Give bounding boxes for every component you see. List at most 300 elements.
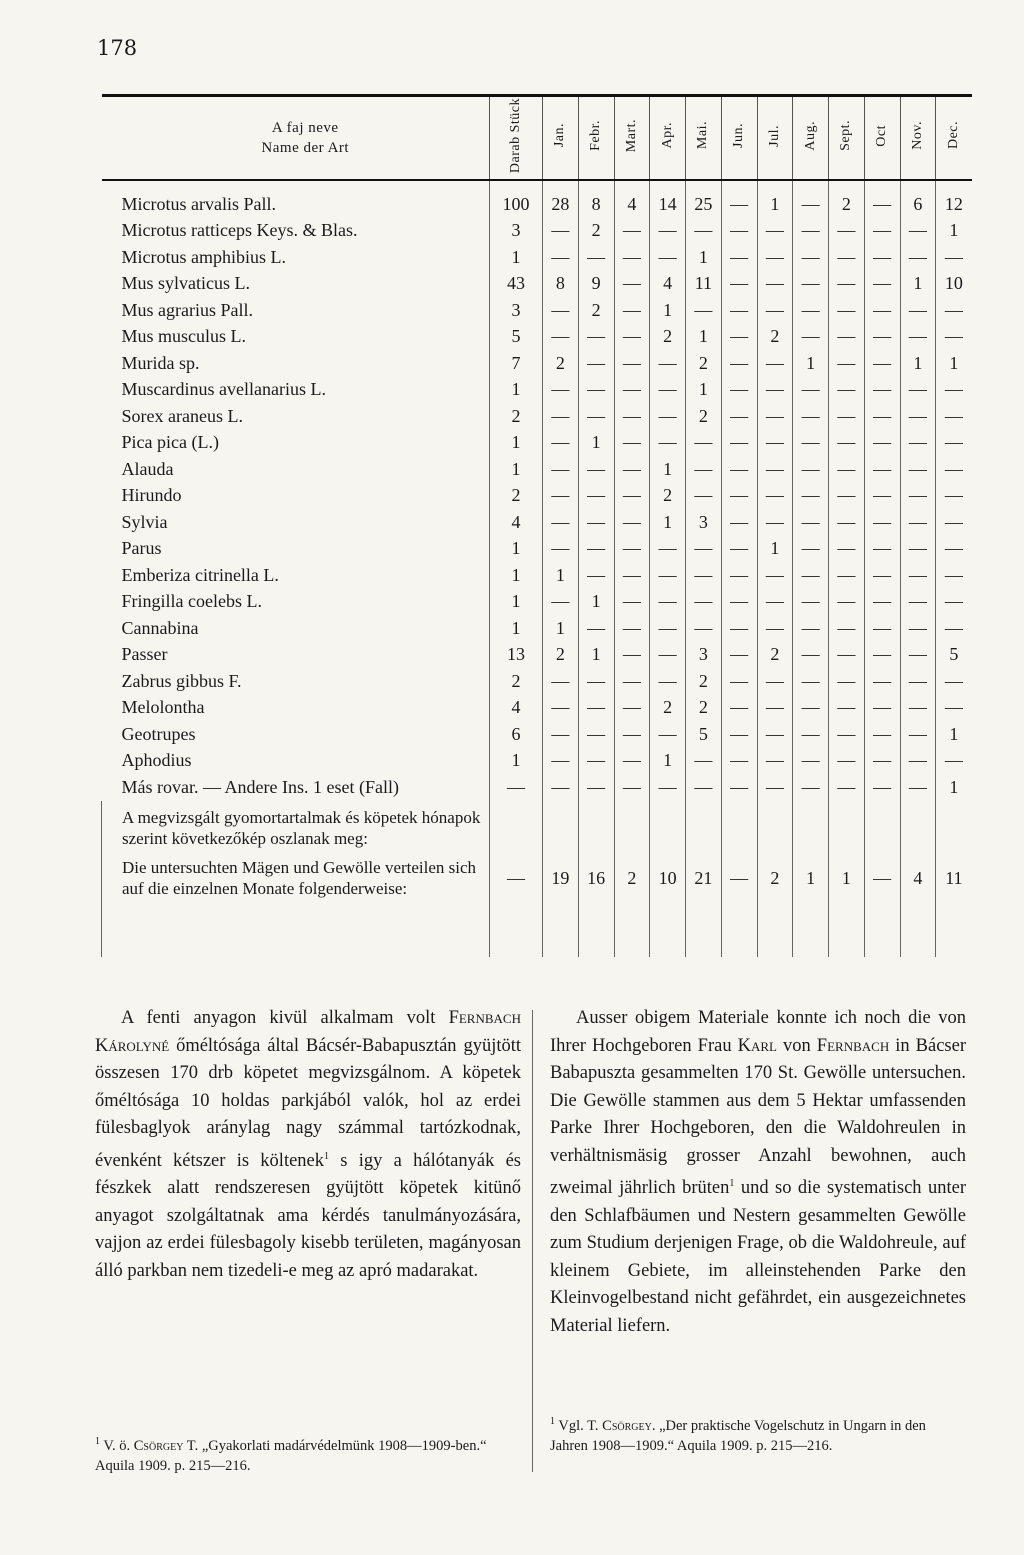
- month-cell: —: [543, 774, 579, 801]
- text-column-german: [550, 1005, 966, 1340]
- header-name-de: Name der Art: [261, 140, 350, 156]
- species-name: Emberiza citrinella L.: [121, 564, 279, 585]
- species-name: Muscardinus avellanarius L.: [121, 379, 326, 400]
- month-cell: 5: [936, 642, 972, 669]
- month-cell: —: [543, 324, 579, 351]
- column-header-month: Sept.: [829, 96, 865, 181]
- month-cell: —: [757, 589, 793, 616]
- column-header-month: Mart.: [614, 96, 650, 181]
- month-cell: —: [614, 695, 650, 722]
- text-column-hungarian: [95, 1005, 521, 1285]
- species-name: Fringilla coelebs L.: [121, 591, 262, 612]
- month-cell: —: [829, 218, 865, 245]
- month-cell: —: [650, 403, 686, 430]
- month-cell: —: [864, 695, 900, 722]
- month-cell: —: [864, 562, 900, 589]
- month-cell: —: [757, 509, 793, 536]
- species-name-cell: [102, 350, 490, 377]
- month-cell: —: [686, 483, 722, 510]
- month-cell: —: [614, 244, 650, 271]
- table-row: [102, 536, 972, 563]
- species-name-cell: [102, 483, 490, 510]
- month-cell: —: [578, 350, 614, 377]
- count-cell: 6: [490, 721, 543, 748]
- species-name-cell: [102, 721, 490, 748]
- species-name-cell: [102, 456, 490, 483]
- month-cell: —: [864, 430, 900, 457]
- count-cell: 2: [490, 403, 543, 430]
- month-cell: —: [829, 642, 865, 669]
- month-cell: 1: [686, 377, 722, 404]
- month-cell: —: [936, 324, 972, 351]
- de-particle: von: [783, 1035, 811, 1056]
- month-cell: —: [614, 297, 650, 324]
- species-name-cell: [102, 668, 490, 695]
- table-row: [102, 668, 972, 695]
- column-header-month: Oct: [864, 96, 900, 181]
- month-cell: —: [793, 430, 829, 457]
- month-cell: —: [829, 721, 865, 748]
- species-name-cell: [102, 774, 490, 801]
- table-row: [102, 403, 972, 430]
- month-cell: —: [721, 297, 757, 324]
- month-cell: —: [614, 721, 650, 748]
- month-cell: —: [614, 509, 650, 536]
- month-cell: —: [936, 562, 972, 589]
- month-cell: —: [793, 721, 829, 748]
- month-cell: —: [614, 350, 650, 377]
- table-row: [102, 562, 972, 589]
- month-cell: —: [793, 324, 829, 351]
- month-cell: —: [936, 536, 972, 563]
- month-cell: —: [686, 748, 722, 775]
- month-cell: —: [650, 377, 686, 404]
- month-cell: —: [829, 774, 865, 801]
- month-cell: —: [721, 430, 757, 457]
- month-cell: —: [793, 589, 829, 616]
- species-name: Melolontha: [121, 697, 205, 718]
- month-cell: —: [793, 748, 829, 775]
- month-cell: —: [686, 456, 722, 483]
- species-name-cell: [102, 748, 490, 775]
- month-cell: —: [614, 536, 650, 563]
- species-name-cell: [102, 377, 490, 404]
- column-header-month: Apr.: [650, 96, 686, 181]
- footnote-text: T. „Gyakorlati madárvédelmünk 1908—1909-ben.“ Aquila 1909. p. 215—216.: [95, 1437, 487, 1474]
- species-name: Aphodius: [121, 750, 192, 771]
- species-name: Microtus amphibius L.: [121, 246, 286, 267]
- month-cell: —: [721, 483, 757, 510]
- month-cell: —: [543, 668, 579, 695]
- month-cell: —: [614, 483, 650, 510]
- month-cell: —: [864, 456, 900, 483]
- month-cell: —: [829, 668, 865, 695]
- month-cell: —: [614, 403, 650, 430]
- footnote-reference: 1: [324, 1150, 330, 1162]
- month-cell: 4: [614, 180, 650, 218]
- month-cell: —: [614, 615, 650, 642]
- month-cell: —: [757, 483, 793, 510]
- month-cell: —: [829, 562, 865, 589]
- species-name-cell: [102, 695, 490, 722]
- count-cell: 3: [490, 218, 543, 245]
- month-cell: —: [721, 509, 757, 536]
- month-cell: —: [578, 536, 614, 563]
- month-cell: —: [793, 642, 829, 669]
- month-cell: —: [721, 668, 757, 695]
- de-paragraph-end: und so die systematisch unter den Schlafbäumen und Nestern gesammelten Gewölle zum Studium derjenigen Frage, ob die Waldohreule, auf kleinem Gebiete, im alleinstehenden Parke den Kleinvogelbestand nicht gefährdet, ein ausgezeichnetes Material liefern.: [550, 1178, 966, 1336]
- summary-month-cell: 11: [936, 801, 972, 957]
- footnote-reference: 1: [729, 1178, 735, 1189]
- count-cell: 1: [490, 562, 543, 589]
- month-cell: 2: [650, 483, 686, 510]
- table-row: [102, 297, 972, 324]
- month-cell: —: [793, 695, 829, 722]
- month-cell: 1: [578, 589, 614, 616]
- month-cell: —: [614, 748, 650, 775]
- month-cell: —: [900, 324, 936, 351]
- month-cell: —: [721, 271, 757, 298]
- month-cell: —: [721, 218, 757, 245]
- month-cell: —: [900, 456, 936, 483]
- summary-month-cell: —: [721, 801, 757, 957]
- month-cell: —: [543, 377, 579, 404]
- species-name: Geotrupes: [121, 723, 196, 744]
- column-header-species: [102, 96, 490, 181]
- month-cell: 3: [686, 642, 722, 669]
- month-cell: —: [793, 562, 829, 589]
- month-cell: —: [829, 324, 865, 351]
- month-cell: —: [721, 350, 757, 377]
- month-cell: —: [757, 668, 793, 695]
- month-cell: —: [829, 403, 865, 430]
- month-cell: —: [864, 536, 900, 563]
- month-cell: 2: [686, 350, 722, 377]
- month-cell: —: [721, 695, 757, 722]
- species-name-cell: [102, 271, 490, 298]
- month-cell: 2: [686, 695, 722, 722]
- month-cell: —: [543, 748, 579, 775]
- month-cell: —: [578, 615, 614, 642]
- month-cell: —: [936, 456, 972, 483]
- month-cell: 1: [936, 774, 972, 801]
- summary-row: [102, 801, 972, 957]
- month-cell: —: [864, 483, 900, 510]
- month-cell: —: [578, 562, 614, 589]
- month-cell: 2: [578, 297, 614, 324]
- month-cell: —: [829, 350, 865, 377]
- month-cell: 8: [578, 180, 614, 218]
- month-cell: —: [936, 509, 972, 536]
- hu-person-name: Fernbach Károlyné: [95, 1008, 521, 1056]
- month-cell: 1: [578, 430, 614, 457]
- month-cell: —: [721, 721, 757, 748]
- month-cell: —: [829, 271, 865, 298]
- column-header-month: Jun.: [721, 96, 757, 181]
- page-number: 178: [97, 36, 138, 60]
- species-name-cell: [102, 218, 490, 245]
- month-cell: —: [757, 695, 793, 722]
- month-cell: —: [936, 430, 972, 457]
- month-cell: —: [757, 721, 793, 748]
- summary-count-cell: —: [490, 801, 543, 957]
- month-cell: —: [650, 244, 686, 271]
- month-cell: —: [793, 456, 829, 483]
- month-cell: —: [900, 483, 936, 510]
- month-cell: —: [793, 297, 829, 324]
- month-cell: —: [578, 721, 614, 748]
- month-cell: —: [614, 218, 650, 245]
- month-cell: 1: [650, 748, 686, 775]
- table-row: [102, 218, 972, 245]
- count-cell: 13: [490, 642, 543, 669]
- month-cell: 14: [650, 180, 686, 218]
- month-cell: —: [936, 377, 972, 404]
- table-body: [102, 180, 972, 957]
- summary-month-cell: 4: [900, 801, 936, 957]
- species-name-cell: [102, 403, 490, 430]
- month-cell: —: [936, 748, 972, 775]
- summary-month-cell: 2: [757, 801, 793, 957]
- month-cell: —: [900, 642, 936, 669]
- footnote-mark: 1: [550, 1416, 555, 1427]
- month-cell: —: [543, 536, 579, 563]
- species-name-cell: [102, 509, 490, 536]
- month-cell: —: [757, 244, 793, 271]
- month-cell: —: [543, 483, 579, 510]
- species-name: Microtus ratticeps Keys. & Blas.: [121, 220, 358, 241]
- month-cell: —: [614, 562, 650, 589]
- month-cell: —: [936, 615, 972, 642]
- species-name: Sorex araneus L.: [121, 405, 243, 426]
- month-cell: —: [650, 430, 686, 457]
- table-row: [102, 615, 972, 642]
- month-cell: —: [614, 668, 650, 695]
- footnote-mark: 1: [95, 1436, 100, 1447]
- month-cell: —: [793, 180, 829, 218]
- month-cell: —: [829, 748, 865, 775]
- month-cell: —: [543, 244, 579, 271]
- month-cell: —: [864, 297, 900, 324]
- summary-label-cell: [102, 801, 490, 957]
- hu-paragraph-start: A fenti anyagon kivül alkalmam volt: [121, 1008, 436, 1028]
- column-divider: [532, 1010, 533, 1472]
- column-header-month: Jan.: [543, 96, 579, 181]
- month-cell: —: [757, 403, 793, 430]
- month-cell: —: [900, 668, 936, 695]
- month-cell: —: [686, 562, 722, 589]
- month-cell: —: [900, 721, 936, 748]
- month-cell: —: [686, 218, 722, 245]
- month-cell: 2: [543, 350, 579, 377]
- count-cell: 5: [490, 324, 543, 351]
- month-cell: —: [686, 536, 722, 563]
- table-row: [102, 509, 972, 536]
- de-person-name-last: Fernbach: [816, 1035, 890, 1056]
- month-cell: 1: [543, 615, 579, 642]
- table-row: [102, 748, 972, 775]
- table-row: [102, 244, 972, 271]
- count-cell: 100: [490, 180, 543, 218]
- species-name: Sylvia: [121, 511, 168, 532]
- month-cell: —: [864, 403, 900, 430]
- table-row: [102, 589, 972, 616]
- month-cell: —: [757, 297, 793, 324]
- month-cell: —: [614, 324, 650, 351]
- count-cell: 1: [490, 536, 543, 563]
- footnote-prefix: Vgl. T.: [558, 1417, 599, 1434]
- month-cell: —: [686, 615, 722, 642]
- month-cell: —: [936, 668, 972, 695]
- month-cell: —: [793, 218, 829, 245]
- table-row: [102, 774, 972, 801]
- table-row: [102, 377, 972, 404]
- month-cell: 1: [757, 180, 793, 218]
- species-name-cell: [102, 430, 490, 457]
- month-cell: —: [900, 615, 936, 642]
- month-cell: —: [650, 350, 686, 377]
- month-cell: 2: [757, 324, 793, 351]
- month-cell: —: [900, 562, 936, 589]
- month-cell: —: [721, 244, 757, 271]
- month-cell: 28: [543, 180, 579, 218]
- species-name-cell: [102, 324, 490, 351]
- species-name: Mus musculus L.: [121, 326, 247, 347]
- month-cell: —: [578, 695, 614, 722]
- month-cell: 1: [900, 350, 936, 377]
- month-cell: —: [650, 774, 686, 801]
- month-cell: —: [650, 668, 686, 695]
- month-cell: —: [650, 589, 686, 616]
- summary-month-cell: 2: [614, 801, 650, 957]
- count-cell: 2: [490, 668, 543, 695]
- month-cell: 1: [900, 271, 936, 298]
- month-cell: —: [829, 297, 865, 324]
- table-row: [102, 456, 972, 483]
- table-row: [102, 721, 972, 748]
- de-paragraph-start: Ausser obigem Materiale konnte ich noch die von Ihrer Hochgeboren Frau: [550, 1008, 966, 1056]
- month-cell: —: [864, 509, 900, 536]
- month-cell: —: [900, 218, 936, 245]
- month-cell: —: [721, 536, 757, 563]
- month-cell: —: [757, 271, 793, 298]
- month-cell: —: [614, 271, 650, 298]
- month-cell: —: [578, 403, 614, 430]
- species-name-cell: [102, 642, 490, 669]
- summary-month-cell: 16: [578, 801, 614, 957]
- species-name-cell: [102, 615, 490, 642]
- month-cell: —: [864, 589, 900, 616]
- month-cell: —: [578, 509, 614, 536]
- month-cell: 8: [543, 271, 579, 298]
- month-cell: —: [757, 774, 793, 801]
- month-cell: 3: [686, 509, 722, 536]
- month-cell: —: [721, 589, 757, 616]
- month-cell: —: [650, 721, 686, 748]
- month-cell: —: [864, 218, 900, 245]
- month-cell: —: [721, 324, 757, 351]
- month-cell: —: [543, 721, 579, 748]
- hu-paragraph-middle: őméltósága által Bácsér-Babapusztán gyüjtött összesen 170 drb köpetet megvizsgálnom. A köpetek őméltósága 10 holdas parkjából valók, hol az erdei fülesbaglyok aránylag nagy számmal tartózkodnak, évenként kétszer is költenek: [95, 1035, 522, 1171]
- count-cell: 3: [490, 297, 543, 324]
- month-cell: —: [793, 483, 829, 510]
- table-row: [102, 350, 972, 377]
- month-cell: —: [864, 180, 900, 218]
- table-row: [102, 483, 972, 510]
- footnote-text: „Der praktische Vogelschutz in Ungarn in den Jahren 1908—1909.“ Aquila 1909. p. 215—216.: [550, 1417, 926, 1454]
- month-cell: —: [864, 377, 900, 404]
- column-header-month: Mai.: [686, 96, 722, 181]
- month-cell: —: [721, 562, 757, 589]
- month-cell: —: [900, 695, 936, 722]
- month-cell: —: [900, 774, 936, 801]
- month-cell: —: [793, 271, 829, 298]
- species-table-container: [101, 94, 971, 974]
- month-cell: —: [578, 244, 614, 271]
- species-name: Más rovar. — Andere Ins. 1 eset (Fall): [121, 776, 399, 797]
- month-cell: —: [829, 456, 865, 483]
- month-cell: —: [900, 430, 936, 457]
- month-cell: —: [721, 377, 757, 404]
- month-cell: 2: [686, 403, 722, 430]
- month-cell: 1: [650, 509, 686, 536]
- month-cell: 2: [578, 218, 614, 245]
- month-cell: 1: [793, 350, 829, 377]
- month-cell: —: [578, 774, 614, 801]
- species-name: Microtus arvalis Pall.: [121, 193, 276, 214]
- month-cell: —: [757, 430, 793, 457]
- month-cell: 12: [936, 180, 972, 218]
- month-cell: —: [543, 695, 579, 722]
- month-cell: 1: [936, 721, 972, 748]
- summary-label-hu: A megvizsgált gyomortartalmak és köpetek hónapok szerint következőkép oszlanak meg:: [122, 807, 481, 848]
- month-cell: —: [829, 695, 865, 722]
- month-cell: 1: [936, 218, 972, 245]
- column-header-month: Jul.: [757, 96, 793, 181]
- month-cell: —: [721, 403, 757, 430]
- month-cell: —: [864, 748, 900, 775]
- month-cell: 1: [936, 350, 972, 377]
- species-name: Pica pica (L.): [121, 432, 219, 453]
- month-cell: —: [614, 456, 650, 483]
- month-cell: —: [864, 615, 900, 642]
- month-cell: —: [864, 271, 900, 298]
- footnote-author: Csörgey: [133, 1437, 184, 1454]
- count-cell: 1: [490, 456, 543, 483]
- month-cell: —: [578, 456, 614, 483]
- count-cell: 1: [490, 430, 543, 457]
- month-cell: —: [864, 774, 900, 801]
- month-cell: 1: [543, 562, 579, 589]
- column-header-month: Dec.: [936, 96, 972, 181]
- month-cell: —: [829, 509, 865, 536]
- count-cell: 1: [490, 589, 543, 616]
- summary-month-cell: 21: [686, 801, 722, 957]
- month-cell: —: [757, 562, 793, 589]
- month-cell: —: [757, 218, 793, 245]
- species-name-cell: [102, 562, 490, 589]
- summary-month-cell: 1: [793, 801, 829, 957]
- month-cell: —: [793, 668, 829, 695]
- month-cell: 10: [936, 271, 972, 298]
- month-cell: —: [614, 774, 650, 801]
- count-cell: 1: [490, 244, 543, 271]
- species-name: Zabrus gibbus F.: [121, 670, 242, 691]
- month-cell: —: [864, 324, 900, 351]
- month-cell: —: [757, 748, 793, 775]
- month-cell: —: [721, 615, 757, 642]
- month-cell: —: [543, 456, 579, 483]
